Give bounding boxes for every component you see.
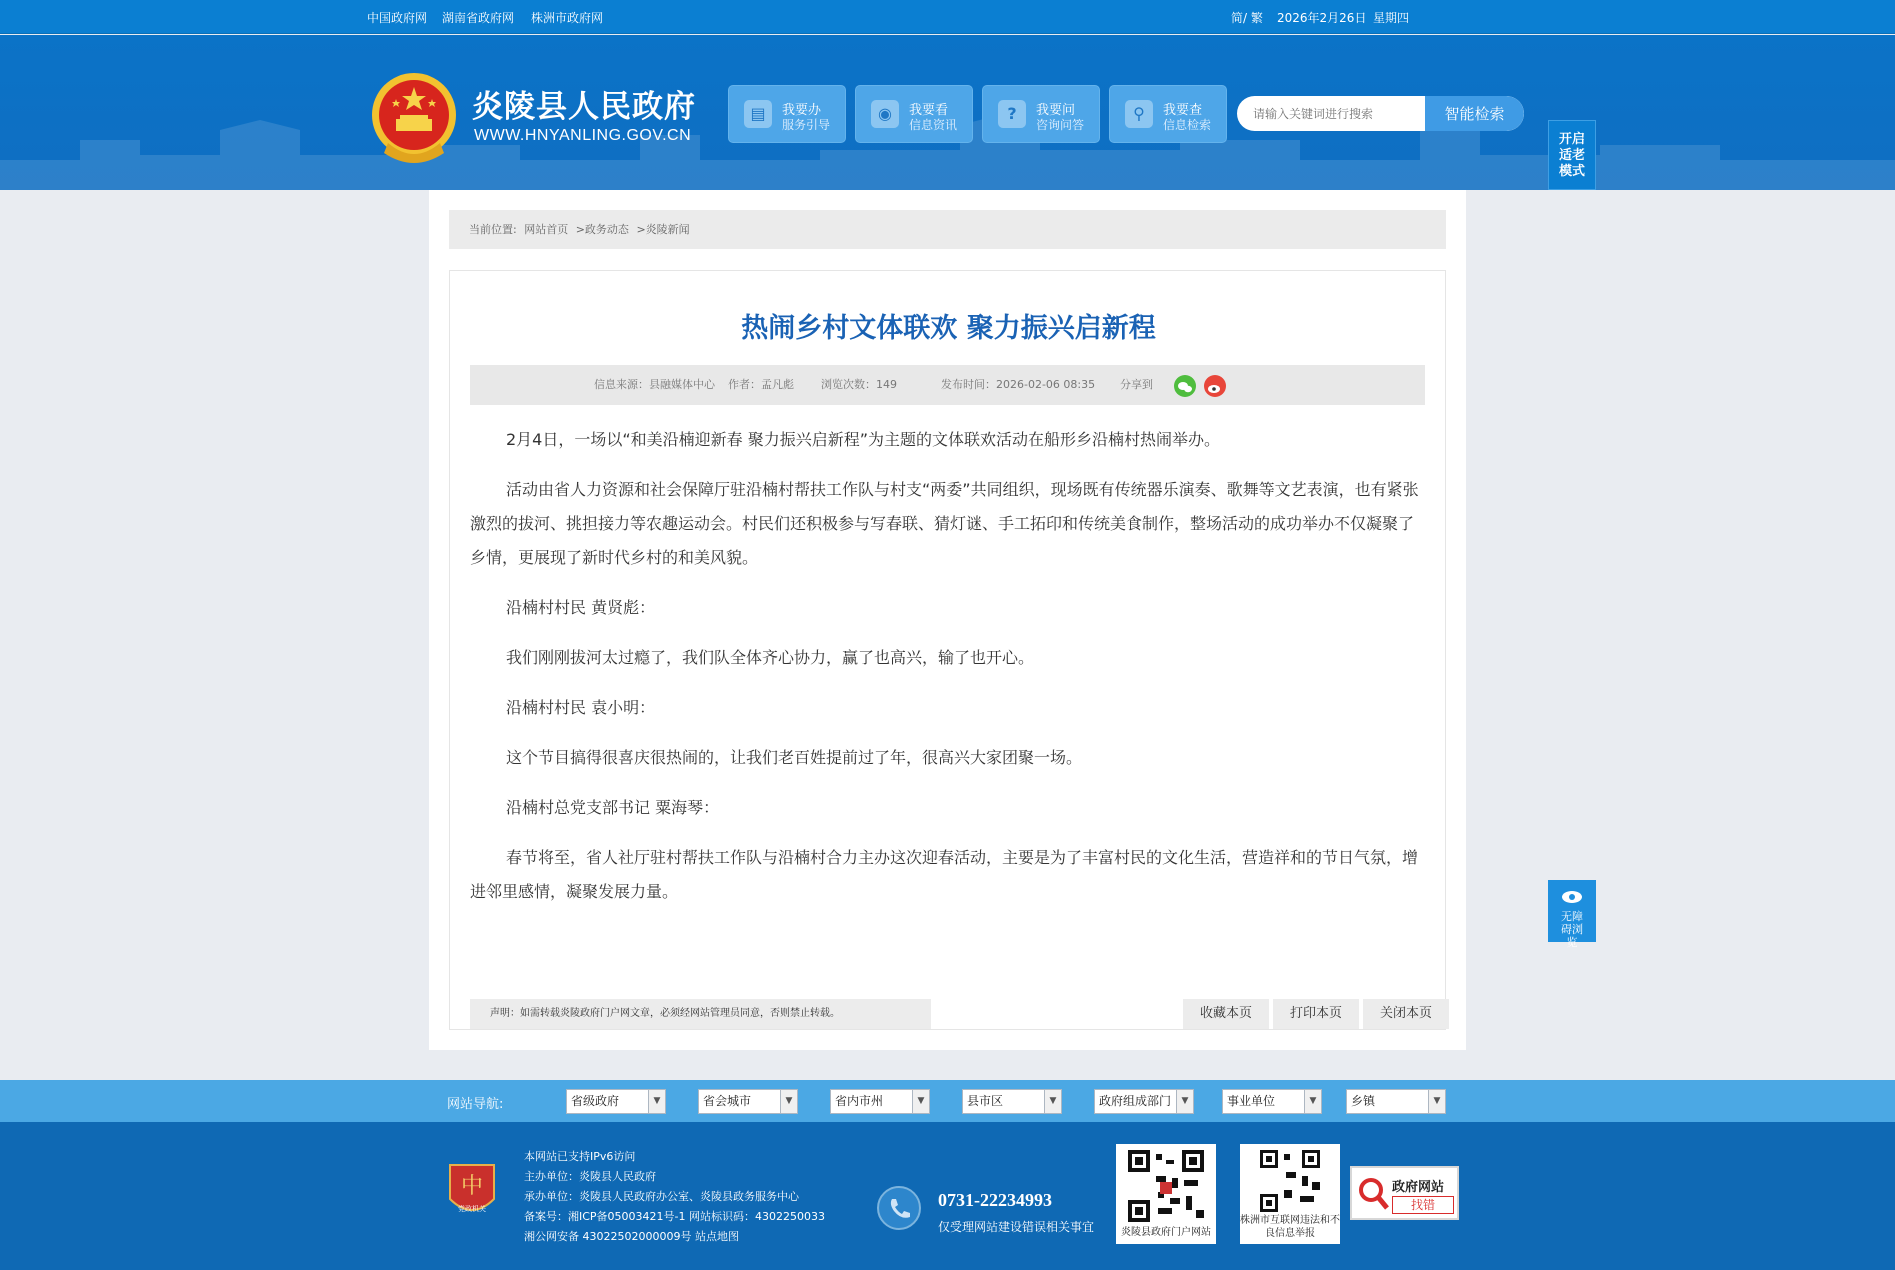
breadcrumb (449, 210, 1446, 249)
chevron-down-icon: ▼ (648, 1090, 665, 1113)
reprint-statement: 声明：如需转载炎陵政府门户网文章，必须经网站管理员同意，否则禁止转载。 (470, 999, 931, 1029)
quick-sublabel: 信息资讯 (909, 118, 958, 132)
search-input[interactable] (1237, 96, 1425, 131)
weibo-share-icon[interactable] (1204, 375, 1226, 397)
meta-published: 发布时间：2026-02-06 08:35 (941, 378, 1096, 391)
site-footer (0, 1122, 1895, 1270)
chevron-down-icon: ▼ (1428, 1090, 1445, 1113)
phone-icon (877, 1186, 921, 1230)
meta-views: 浏览次数：149 (821, 378, 897, 391)
accessibility-label: 无障碍浏览 (1561, 910, 1583, 949)
quick-label: 我要办 (782, 103, 822, 118)
article-meta (470, 365, 1425, 405)
footer-ipv6: 本网站已支持IPv6访问 (524, 1150, 636, 1163)
party-gov-badge-icon[interactable] (446, 1159, 498, 1221)
lang-toggle[interactable]: 简/ 繁 (1231, 11, 1263, 25)
chevron-down-icon: ▼ (780, 1090, 797, 1113)
meta-share-label: 分享到 (1120, 378, 1153, 391)
quick-sublabel: 咨询问答 (1036, 118, 1085, 132)
magnifier-icon (1358, 1176, 1390, 1212)
article-paragraph: 沿楠村村民 黄贤彪： (506, 598, 656, 617)
article-paragraph: 沿楠村总党支部书记 粟海琴： (506, 798, 720, 817)
national-emblem-logo[interactable] (366, 69, 462, 169)
select-value: 乡镇 (1351, 1094, 1376, 1108)
print-page-button[interactable]: 打印本页 (1273, 999, 1359, 1029)
eye-icon (1561, 890, 1583, 904)
chevron-down-icon: ▼ (1044, 1090, 1061, 1113)
select-prefecture-cities[interactable] (830, 1089, 930, 1114)
select-value: 省会城市 (703, 1094, 752, 1108)
quick-service-guide-button[interactable] (728, 85, 846, 143)
select-value: 事业单位 (1227, 1094, 1276, 1108)
close-page-button[interactable]: 关闭本页 (1363, 999, 1449, 1029)
site-navigation-bar (0, 1080, 1895, 1122)
search-box (1237, 96, 1524, 131)
bookmark-page-button[interactable]: 收藏本页 (1183, 999, 1269, 1029)
search-icon: ⚲ (1125, 100, 1153, 128)
elder-mode-label: 模式 (1558, 164, 1585, 179)
question-icon: ? (998, 100, 1026, 128)
breadcrumb-label: 当前位置: (469, 223, 517, 236)
elder-mode-toggle[interactable] (1548, 120, 1596, 190)
current-weekday: 星期四 (1373, 11, 1410, 25)
top-bar (0, 0, 1895, 34)
link-zhuzhou-gov[interactable]: 株洲市政府网 (531, 11, 604, 25)
smart-search-button[interactable]: 智能检索 (1425, 96, 1524, 131)
article-paragraph: 我们刚刚拔河太过瘾了，我们队全体齐心协力，赢了也高兴，输了也开心。 (506, 648, 1035, 667)
quick-label: 我要问 (1036, 103, 1076, 118)
qr-caption: 株洲市互联网违法和不良信息举报 (1240, 1215, 1340, 1239)
select-provincial-capitals[interactable] (698, 1089, 798, 1114)
select-gov-departments[interactable] (1094, 1089, 1194, 1114)
party-badge-text: 党政机关 (458, 1205, 486, 1213)
error-report-label: 政府网站 (1392, 1180, 1445, 1195)
quick-sublabel: 信息检索 (1163, 118, 1212, 132)
article-paragraph: 春节将至，省人社厅驻村帮扶工作队与沿楠村合力主办这次迎春活动，主要是为了丰富村民的文化生活，营造祥和的节日气氛，增进邻里感情，凝聚发展力量。 (470, 848, 1419, 901)
article-body (470, 423, 1425, 925)
qr-caption: 炎陵县政府门户网站 (1121, 1227, 1211, 1238)
site-header (0, 35, 1895, 190)
gov-site-error-report-button[interactable] (1350, 1166, 1459, 1220)
article-paragraph: 这个节目搞得很喜庆很热闹的，让我们老百姓提前过了年，很高兴大家团聚一场。 (506, 748, 1083, 767)
article (449, 270, 1446, 1030)
meta-source: 信息来源：县融媒体中心 (594, 378, 715, 391)
svg-text:中: 中 (460, 1174, 484, 1199)
quick-label: 我要查 (1163, 103, 1203, 118)
link-china-gov[interactable]: 中国政府网 (367, 11, 428, 25)
select-value: 省内市州 (835, 1094, 884, 1108)
article-paragraph: 2月4日，一场以“和美沿楠迎新春 聚力振兴启新程”为主题的文体联欢活动在船形乡沿楠村热闹举办。 (506, 430, 1221, 449)
qr-code-report (1240, 1144, 1340, 1244)
quick-label: 我要看 (909, 103, 949, 118)
quick-search-button[interactable] (1109, 85, 1227, 143)
footer-icp[interactable]: 备案号：湘ICP备05003421号-1 网站标识码：4302250033 (524, 1210, 825, 1223)
qr-code-portal (1116, 1144, 1216, 1244)
breadcrumb-home[interactable]: 网站首页 (524, 223, 569, 236)
error-report-sublabel: 找错 (1392, 1196, 1454, 1214)
main-content (429, 190, 1466, 1050)
select-value: 政府组成部门 (1099, 1094, 1172, 1108)
article-paragraph: 沿楠村村民 袁小明： (506, 698, 656, 717)
current-date: 2026年2月26日 (1277, 11, 1367, 25)
breadcrumb-yanling-news[interactable]: >炎陵新闻 (636, 223, 690, 236)
site-title[interactable]: 炎陵县人民政府 (472, 89, 696, 125)
select-townships[interactable] (1346, 1089, 1446, 1114)
accessibility-button[interactable] (1548, 880, 1596, 949)
breadcrumb-gov-news[interactable]: >政务动态 (575, 223, 629, 236)
link-hunan-gov[interactable]: 湖南省政府网 (442, 11, 515, 25)
quick-sublabel: 服务引导 (782, 118, 831, 132)
elder-mode-label: 适老 (1558, 148, 1585, 163)
select-provincial-gov[interactable] (566, 1089, 666, 1114)
article-paragraph: 活动由省人力资源和社会保障厅驻沿楠村帮扶工作队与村支“两委”共同组织，现场既有传统器乐演奏、歌舞等文艺表演，也有紧张激烈的拔河、挑担接力等农趣运动会。村民们还积极参与写春联、猜灯谜、手工拓印和传统美食制作，整场活动的成功举办不仅凝聚了乡情，更展现了新时代乡村的和美风貌。 (470, 480, 1419, 567)
article-title: 热闹乡村文体联欢 聚力振兴启新程 (741, 313, 1156, 344)
chevron-down-icon: ▼ (1304, 1090, 1321, 1113)
select-public-institutions[interactable] (1222, 1089, 1322, 1114)
footer-police-record[interactable]: 湘公网安备 43022502000009号 站点地图 (524, 1230, 739, 1243)
hotline-number: 0731-22234993 (938, 1190, 1052, 1210)
quick-consult-button[interactable] (982, 85, 1100, 143)
quick-information-button[interactable] (855, 85, 973, 143)
select-counties[interactable] (962, 1089, 1062, 1114)
hotline-note: 仅受理网站建设错误相关事宜 (938, 1220, 1095, 1234)
footer-sponsor: 主办单位：炎陵县人民政府 (524, 1170, 656, 1183)
chevron-down-icon: ▼ (1176, 1090, 1193, 1113)
meta-author: 作者：孟凡彪 (728, 378, 794, 391)
chevron-down-icon: ▼ (912, 1090, 929, 1113)
nav-label: 网站导航: (447, 1097, 504, 1112)
wechat-share-icon[interactable] (1174, 375, 1196, 397)
elder-mode-label: 开启 (1558, 132, 1585, 147)
select-value: 县市区 (967, 1094, 1004, 1108)
document-icon: ▤ (744, 100, 772, 128)
footer-organizer: 承办单位：炎陵县人民政府办公室、炎陵县政务服务中心 (524, 1190, 799, 1203)
site-url: WWW.HNYANLING.GOV.CN (474, 127, 692, 144)
eye-icon: ◉ (871, 100, 899, 128)
select-value: 省级政府 (571, 1094, 620, 1108)
